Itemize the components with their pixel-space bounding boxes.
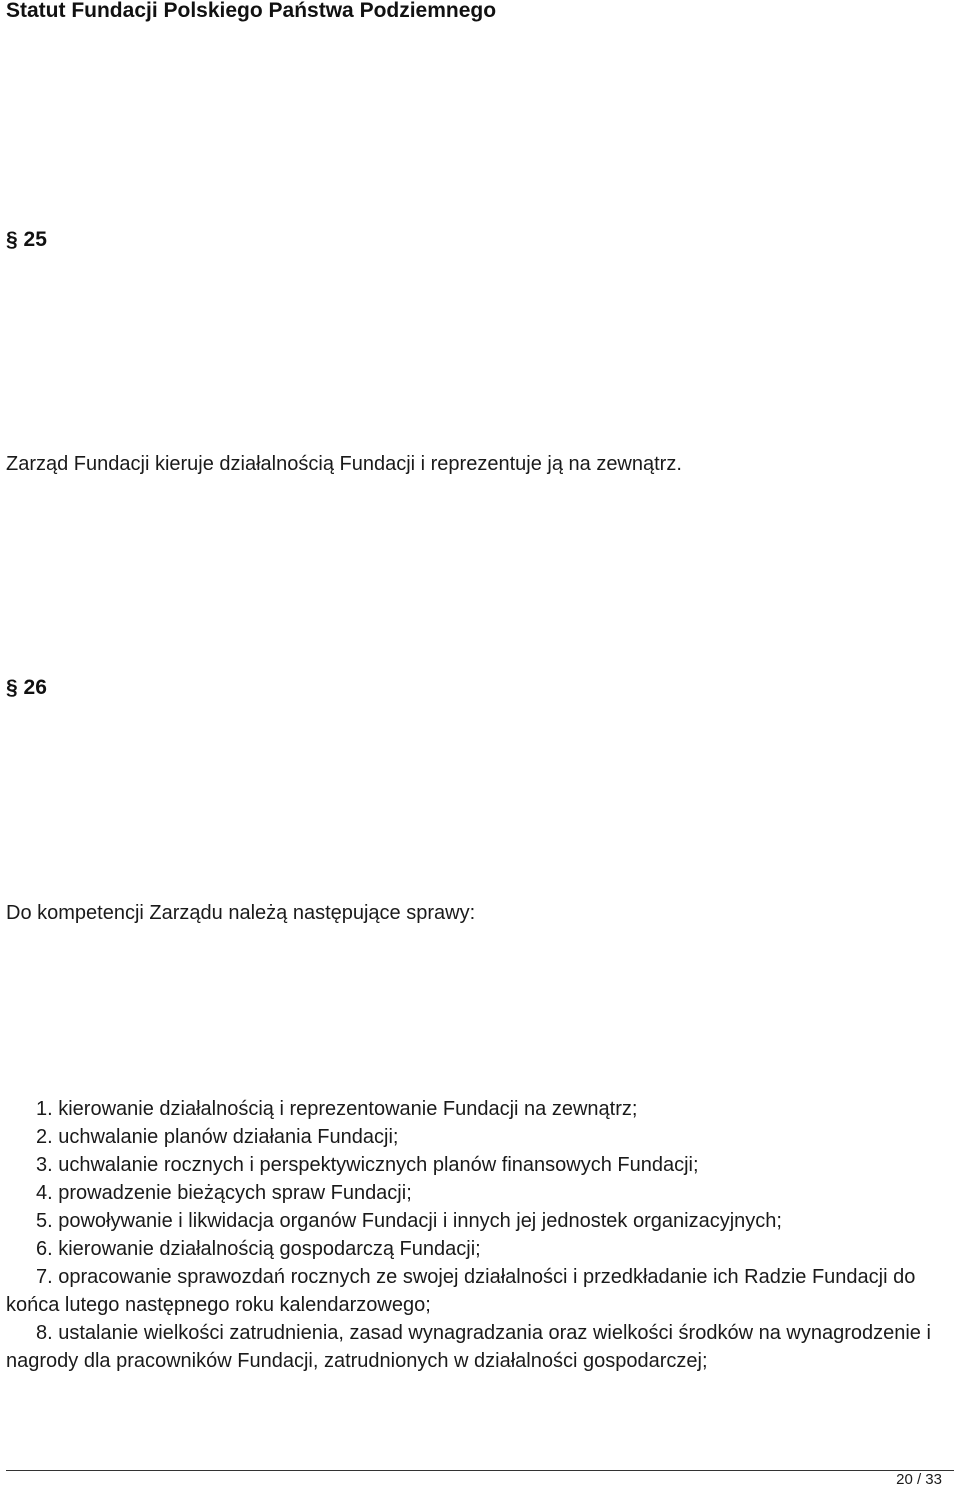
competences-list bbox=[6, 1095, 946, 1375]
section-25-text: Zarząd Fundacji kieruje działalnością Fundacji i reprezentuje ją na zewnątrz. bbox=[6, 453, 682, 475]
list-item: 7. opracowanie sprawozdań rocznych ze swojej działalności i przedkładanie ich Radzie Fundacji do końca lutego następnego roku kalendarzowego; bbox=[6, 1266, 916, 1316]
list-item: 4. prowadzenie bieżących spraw Fundacji; bbox=[36, 1182, 412, 1204]
list-item: 1. kierowanie działalnością i reprezentowanie Fundacji na zewnątrz; bbox=[36, 1098, 638, 1120]
footer-divider bbox=[6, 1470, 954, 1471]
section-heading-25: § 25 bbox=[6, 228, 47, 251]
list-item: 6. kierowanie działalnością gospodarczą Fundacji; bbox=[36, 1238, 481, 1260]
list-item: 5. powoływanie i likwidacja organów Fundacji i innych jej jednostek organizacyjnych; bbox=[36, 1210, 782, 1232]
document-title: Statut Fundacji Polskiego Państwa Podziemnego bbox=[6, 0, 497, 22]
page-number: 20 / 33 bbox=[896, 1471, 942, 1488]
section-heading-26: § 26 bbox=[6, 676, 47, 699]
list-item: 3. uchwalanie rocznych i perspektywicznych planów finansowych Fundacji; bbox=[36, 1154, 699, 1176]
list-item: 8. ustalanie wielkości zatrudnienia, zasad wynagradzania oraz wielkości środków na wynagrodzenie i nagrody dla pracowników Fundacji, zatrudnionych w działalności gospodarczej; bbox=[6, 1322, 931, 1372]
section-26-intro: Do kompetencji Zarządu należą następujące sprawy: bbox=[6, 902, 476, 924]
list-item: 2. uchwalanie planów działania Fundacji; bbox=[36, 1126, 399, 1148]
